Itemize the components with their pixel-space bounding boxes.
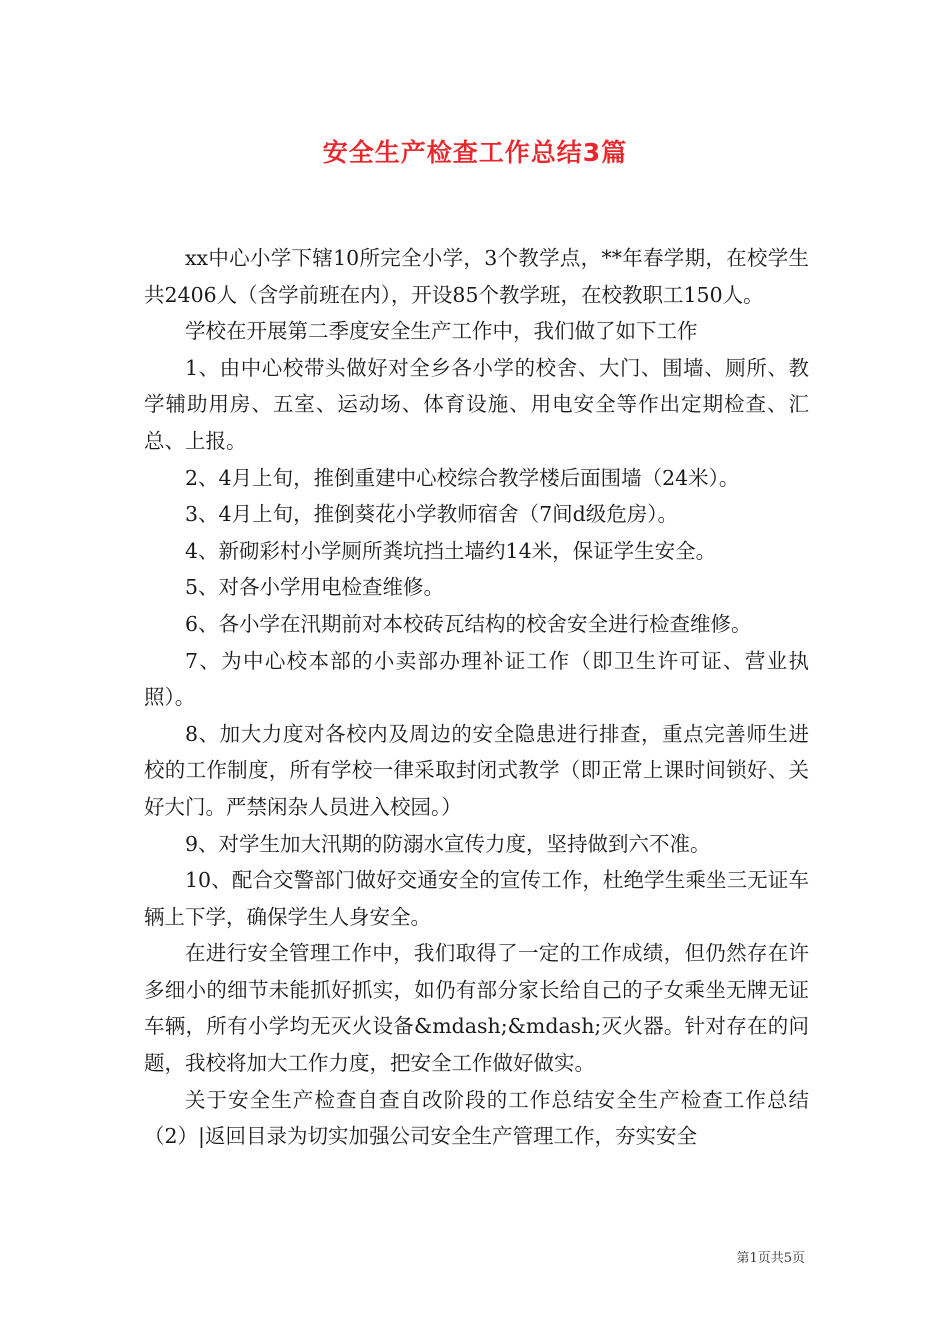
paragraph-item-7: 7、为中心校本部的小卖部办理补证工作（即卫生许可证、营业执照）。 (144, 648, 809, 710)
paragraph-item-6: 6、各小学在汛期前对本校砖瓦结构的校舍安全进行检查维修。 (185, 611, 752, 636)
paragraph-item-3: 3、4月上旬，推倒葵花小学教师宿舍（7间d级危房）。 (185, 502, 678, 527)
page-number: 第1页共5页 (736, 1251, 805, 1266)
paragraph-lead: 学校在开展第二季度安全生产工作中，我们做了如下工作 (185, 319, 698, 344)
paragraph-item-9: 9、对学生加大汛期的防溺水宣传力度，坚持做到六不准。 (185, 831, 711, 856)
paragraph-item-10: 10、配合交警部门做好交通安全的宣传工作，杜绝学生乘坐三无证车辆上下学，确保学生人身安全。 (144, 868, 809, 929)
document-title: 安全生产检查工作总结3篇 (322, 138, 628, 167)
paragraph-item-2: 2、4月上旬，推倒重建中心校综合教学楼后面围墙（24米）。 (185, 465, 740, 490)
paragraph-item-8: 8、加大力度对各校内及周边的安全隐患进行排查，重点完善师生进校的工作制度，所有学校一律采取封闭式教学（即正常上课时间锁好、关好大门。严禁闲杂人员进入校园。） (144, 721, 809, 819)
document-body (144, 240, 809, 1155)
paragraph-intro: xx中心小学下辖10所完全小学，3个教学点，**年春学期，在校学生共2406人（含学前班在内），开设85个教学班，在校教职工150人。 (144, 246, 809, 307)
paragraph-summary: 在进行安全管理工作中，我们取得了一定的工作成绩，但仍然存在许多细小的细节未能抓好抓实，如仍有部分家长给自己的子女乘坐无牌无证车辆，所有小学均无灭火设备&mdash;&mdash;灭火器。针对存在的问题，我校将加大工作力度，把安全工作做好做实。 (144, 941, 809, 1076)
paragraph-item-4: 4、新砌彩村小学厕所粪坑挡土墙约14米，保证学生安全。 (185, 538, 717, 563)
paragraph-next-section: 关于安全生产检查自查自改阶段的工作总结安全生产检查工作总结（2）|返回目录为切实加强公司安全生产管理工作，夯实安全 (144, 1087, 809, 1149)
paragraph-item-1: 1、由中心校带头做好对全乡各小学的校舍、大门、围墙、厕所、教学辅助用房、五室、运动场、体育设施、用电安全等作出定期检查、汇总、上报。 (144, 355, 809, 453)
paragraph-item-5: 5、对各小学用电检查维修。 (185, 575, 445, 600)
